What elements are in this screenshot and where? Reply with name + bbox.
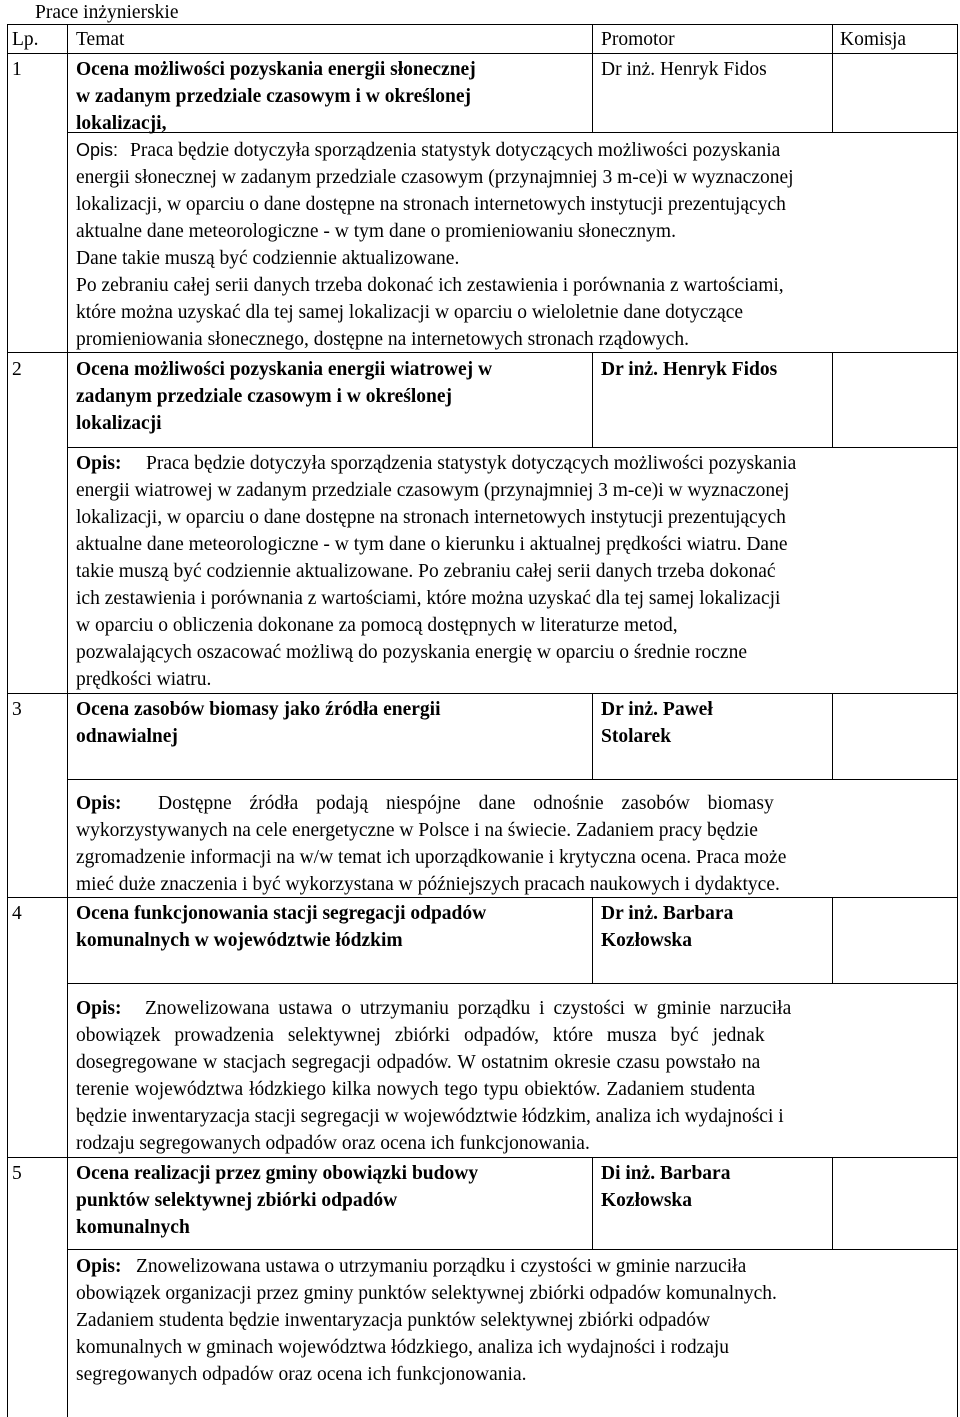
opis-text: aktualne dane meteorologiczne - w tym dane o promieniowaniu słonecznym. — [76, 221, 676, 242]
opis-text: Zadaniem studenta będzie inwentaryzacja punktów selektywnej zbiórki odpadów — [76, 1310, 711, 1331]
opis-text: pozwalających oszacować możliwą do pozyskania energię w oparciu o średnie roczne — [76, 642, 748, 663]
row-divider — [592, 1157, 593, 1249]
table-border — [7, 24, 958, 25]
row-divider — [592, 693, 593, 779]
row-title: komunalnych — [76, 1217, 190, 1238]
opis-text: takie muszą być codziennie aktualizowane. Po zebraniu całej serii danych trzeba dokonać — [76, 561, 776, 582]
row-divider — [832, 352, 833, 447]
table-divider — [7, 53, 958, 54]
opis-text: lokalizacji, w oparciu o dane dostępne na stronach internetowych instytucji prezentujących — [76, 507, 786, 528]
row-divider — [7, 897, 958, 898]
row-divider — [67, 447, 957, 448]
opis-label: Opis: — [76, 453, 122, 474]
opis-text: segregowanych odpadów oraz ocena ich funkcjonowania. — [76, 1364, 527, 1385]
opis-text: promieniowania słonecznego, dostępne na internetowych stronach rządowych. — [76, 329, 689, 350]
header-promotor: Promotor — [601, 29, 675, 50]
opis-text: rodzaju segregowanych odpadów oraz ocena ich funkcjonowania. — [76, 1133, 590, 1154]
opis-text: Znowelizowana ustawa o utrzymaniu porządku i czystości w gminie narzuciła — [136, 1256, 747, 1277]
opis-text: obowiązek prowadzenia selektywnej zbiórki odpadów, które musza być jednak — [76, 1025, 765, 1046]
row-divider — [832, 897, 833, 983]
row-number: 5 — [12, 1163, 22, 1184]
row-divider — [67, 1249, 957, 1250]
opis-label: Opis: — [76, 1256, 122, 1277]
row-promotor: Dr inż. Henryk Fidos — [601, 359, 778, 380]
row-title: Ocena możliwości pozyskania energii wiatrowej w — [76, 359, 493, 380]
row-divider — [7, 1157, 958, 1158]
row-title: Ocena realizacji przez gminy obowiązki budowy — [76, 1163, 479, 1184]
row-title: Ocena zasobów biomasy jako źródła energii — [76, 699, 441, 720]
row-number: 3 — [12, 699, 22, 720]
table-border — [957, 24, 958, 1417]
row-divider — [592, 352, 593, 447]
opis-text: dosegregowane w stacjach segregacji odpadów. W ostatnim okresie czasu powstało na — [76, 1052, 761, 1073]
opis-text: prędkości wiatru. — [76, 669, 212, 690]
row-promotor: Dr inż. Henryk Fidos — [601, 59, 767, 80]
row-divider — [67, 132, 957, 133]
row-title: lokalizacji, — [76, 113, 167, 134]
header-lp: Lp. — [12, 29, 39, 50]
row-divider — [7, 352, 958, 353]
row-title: w zadanym przedziale czasowym i w określonej — [76, 86, 471, 107]
row-title: komunalnych w województwie łódzkim — [76, 930, 403, 951]
row-divider — [832, 693, 833, 779]
row-divider — [592, 897, 593, 983]
row-promotor: Kozłowska — [601, 930, 693, 951]
row-title: zadanym przedziale czasowym i w określonej — [76, 386, 453, 407]
page-title: Prace inżynierskie — [35, 2, 179, 23]
opis-text: terenie województwa łódzkiego kilka nowych tego typu obiektów. Zadaniem studenta — [76, 1079, 756, 1100]
opis-label: Opis: — [76, 998, 122, 1019]
opis-text: Praca będzie dotyczyła sporządzenia statystyk dotyczących możliwości pozyskania — [130, 140, 781, 161]
opis-text: Po zebraniu całej serii danych trzeba dokonać ich zestawienia i porównania z wartościami, — [76, 275, 784, 296]
opis-text: energii słonecznej w zadanym przedziale czasowym (przynajmniej 3 m-ce)i w wyznaczonej — [76, 167, 794, 188]
opis-text: mieć duże znaczenia i być wykorzystana w późniejszych pracach naukowych i dydaktyce. — [76, 874, 780, 895]
opis-text: komunalnych w gminach województwa łódzkiego, analiza ich wydajności i rodzaju — [76, 1337, 730, 1358]
opis-text: lokalizacji, w oparciu o dane dostępne na stronach internetowych instytucji prezentujących — [76, 194, 786, 215]
opis-text: obowiązek organizacji przez gminy punktów selektywnej zbiórki odpadów komunalnych. — [76, 1283, 777, 1304]
row-divider — [592, 53, 593, 132]
row-number: 4 — [12, 903, 22, 924]
opis-label: Opis: — [76, 140, 119, 160]
row-divider — [832, 1157, 833, 1249]
row-promotor: Kozłowska — [601, 1190, 693, 1211]
row-title: Ocena możliwości pozyskania energii słonecznej — [76, 59, 476, 80]
opis-text: aktualne dane meteorologiczne - w tym dane o kierunku i aktualnej prędkości wiatru. Dane — [76, 534, 788, 555]
table-divider — [832, 24, 833, 53]
row-promotor: Di inż. Barbara — [601, 1163, 731, 1184]
row-title: lokalizacji — [76, 413, 162, 434]
opis-text: zgromadzenie informacji na w/w temat ich uporządkowanie i krytyczna ocena. Praca może — [76, 847, 787, 868]
opis-text: wykorzystywanych na cele energetyczne w Polsce i na świecie. Zadaniem pracy będzie — [76, 820, 758, 841]
row-promotor: Stolarek — [601, 726, 672, 747]
header-komisja: Komisja — [840, 29, 907, 50]
opis-text: będzie inwentaryzacja stacji segregacji w województwie łódzkim, analiza ich wydajności i — [76, 1106, 784, 1127]
opis-text: w oparciu o obliczenia dokonane za pomocą dostępnych w literaturze metod, — [76, 615, 678, 636]
row-divider — [832, 53, 833, 132]
opis-text: Praca będzie dotyczyła sporządzenia statystyk dotyczących możliwości pozyskania — [146, 453, 797, 474]
opis-text: ich zestawienia i porównania z wartościami, które można uzyskać dla tej samej lokalizacji — [76, 588, 781, 609]
opis-text: Dane takie muszą być codziennie aktualizowane. — [76, 248, 460, 269]
row-title: Ocena funkcjonowania stacji segregacji odpadów — [76, 903, 487, 924]
opis-text: Znowelizowana ustawa o utrzymaniu porządku i czystości w gminie narzuciła — [145, 998, 792, 1019]
opis-text: które można uzyskać dla tej samej lokalizacji w oparciu o wieloletnie dane dotyczące — [76, 302, 744, 323]
opis-text: Dostępne źródła podają niespójne dane odnośnie zasobów biomasy — [158, 793, 774, 814]
row-divider — [67, 779, 957, 780]
row-promotor: Dr inż. Paweł — [601, 699, 713, 720]
table-divider — [67, 24, 68, 1417]
row-promotor: Dr inż. Barbara — [601, 903, 734, 924]
row-title: punktów selektywnej zbiórki odpadów — [76, 1190, 398, 1211]
row-title: odnawialnej — [76, 726, 178, 747]
table-border — [7, 24, 8, 1417]
opis-label: Opis: — [76, 793, 122, 814]
row-number: 2 — [12, 359, 22, 380]
row-divider — [67, 983, 957, 984]
header-temat: Temat — [76, 29, 125, 50]
row-divider — [7, 693, 958, 694]
row-number: 1 — [12, 59, 22, 80]
opis-text: energii wiatrowej w zadanym przedziale czasowym (przynajmniej 3 m-ce)i w wyznaczonej — [76, 480, 790, 501]
table-divider — [592, 24, 593, 53]
